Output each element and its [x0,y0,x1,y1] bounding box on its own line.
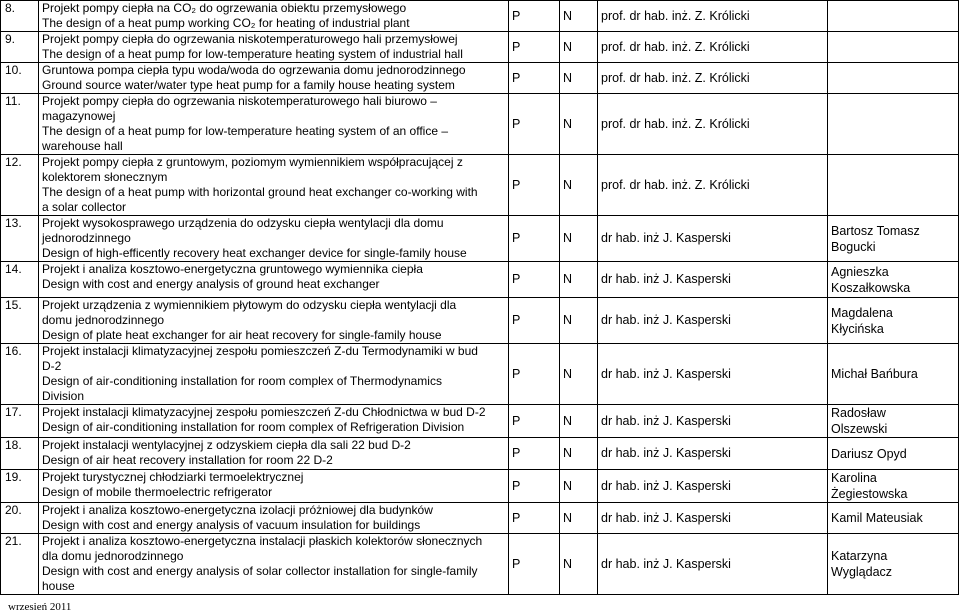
title-en-line: Design of high-efficently recovery heat exchanger device for single-family house [42,246,467,260]
supervisor: dr hab. inż J. Kasperski [598,470,828,503]
title-en-line: The design of a heat pump for low-temperature heating system of industrial hall [42,47,463,61]
project-type: P [509,344,560,405]
student-name-line: Agnieszka [831,264,889,279]
project-number: 11. [1,94,39,155]
project-row [1,63,959,94]
student [828,155,959,216]
study-form: N [560,534,598,595]
project-title [39,1,509,32]
student [828,262,959,298]
study-form: N [560,438,598,470]
title-pl-line: Projekt pompy ciepła na CO₂ do ogrzewania obiektu przemysłowego [42,1,407,15]
supervisor: dr hab. inż J. Kasperski [598,503,828,534]
project-number: 16. [1,344,39,405]
student-name-line: Bartosz Tomasz [831,223,920,238]
title-en-line: Design of plate heat exchanger for air heat recovery for single-family house [42,328,442,342]
student [828,503,959,534]
study-form: N [560,32,598,63]
project-number: 19. [1,470,39,503]
title-pl-line: Projekt pompy ciepła do ogrzewania niskotemperaturowego hali biurowo – [42,94,437,108]
supervisor: prof. dr hab. inż. Z. Królicki [598,63,828,94]
project-title [39,405,509,438]
project-row [1,298,959,344]
student-name-line: Kamil Mateusiak [831,511,923,525]
project-title [39,32,509,63]
supervisor: dr hab. inż J. Kasperski [598,298,828,344]
study-form: N [560,503,598,534]
title-pl-line: jednorodzinnego [42,231,131,245]
title-pl-line: Projekt i analiza kosztowo-energetyczna instalacji płaskich kolektorów słonecznych [42,534,483,548]
project-row [1,405,959,438]
title-pl-line: Projekt wysokosprawego urządzenia do odzysku ciepła wentylacji dla domu [42,216,444,230]
supervisor: dr hab. inż J. Kasperski [598,438,828,470]
project-number: 20. [1,503,39,534]
study-form: N [560,1,598,32]
student [828,298,959,344]
study-form: N [560,216,598,262]
project-row [1,155,959,216]
project-type: P [509,298,560,344]
project-row [1,94,959,155]
title-en-line: Design of air-conditioning installation for room complex of Thermodynamics [42,374,442,388]
title-pl-line: Projekt i analiza kosztowo-energetyczna izolacji próżniowej dla budynków [42,503,433,517]
title-pl-line: Projekt instalacji klimatyzacyjnej zespołu pomieszczeń Z-du Chłodnictwa w bud D-2 [42,405,486,419]
student [828,534,959,595]
title-en-line: Design with cost and energy analysis of vacuum insulation for buildings [42,518,421,532]
title-pl-line: kolektorem słonecznym [42,170,168,184]
student-name-line: Dariusz Opyd [831,446,907,461]
supervisor: prof. dr hab. inż. Z. Królicki [598,32,828,63]
student-name-line: Michał Bańbura [831,367,918,381]
study-form: N [560,63,598,94]
title-en-line: Design with cost and energy analysis of ground heat exchanger [42,277,380,291]
study-form: N [560,344,598,405]
project-number: 14. [1,262,39,298]
supervisor: dr hab. inż J. Kasperski [598,405,828,438]
title-en-line: The design of a heat pump for low-temperature heating system of an office – [42,124,449,138]
title-pl-line: Projekt urządzenia z wymiennikiem płytowym do odzysku ciepła wentylacji dla [42,298,457,312]
student-name-line: Wyglądacz [831,565,893,579]
project-row [1,470,959,503]
project-number: 18. [1,438,39,470]
project-number: 8. [1,1,39,32]
title-pl-line: Projekt i analiza kosztowo-energetyczna gruntowego wymiennika ciepła [42,262,423,276]
title-en-line: Ground source water/water type heat pump for a family house heating system [42,78,455,92]
student-name-line: Bogucki [831,239,876,254]
title-pl-line: D-2 [42,359,62,373]
project-number: 10. [1,63,39,94]
title-en-line: Design with cost and energy analysis of solar collector installation for single-family [42,564,478,578]
project-row [1,216,959,262]
student-name-line: Żegiestowska [831,487,908,501]
project-title [39,94,509,155]
project-title [39,534,509,595]
title-en-line: Design of mobile thermoelectric refrigerator [42,485,273,499]
supervisor: prof. dr hab. inż. Z. Królicki [598,94,828,155]
project-title [39,298,509,344]
project-number: 13. [1,216,39,262]
supervisor: dr hab. inż J. Kasperski [598,344,828,405]
student [828,405,959,438]
title-en-line: The design of a heat pump with horizontal ground heat exchanger co-working with [42,185,478,199]
project-number: 9. [1,32,39,63]
title-en-line: house [42,579,75,593]
project-number: 15. [1,298,39,344]
student-name-line: Katarzyna [831,549,888,563]
student [828,470,959,503]
project-type: P [509,63,560,94]
project-row [1,1,959,32]
footer-date: wrzesień 2011 [8,601,72,613]
supervisor: dr hab. inż J. Kasperski [598,262,828,298]
study-form: N [560,298,598,344]
project-row [1,32,959,63]
project-type: P [509,503,560,534]
supervisor: prof. dr hab. inż. Z. Królicki [598,1,828,32]
project-type: P [509,32,560,63]
title-pl-line: Projekt pompy ciepła z gruntowym, poziomym wymiennikiem współpracującej z [42,155,463,169]
project-row [1,344,959,405]
project-type: P [509,438,560,470]
student-name-line: Koszałkowska [831,280,911,295]
project-title [39,438,509,470]
title-en-line: warehouse hall [42,139,123,153]
study-form: N [560,470,598,503]
project-number: 17. [1,405,39,438]
project-row [1,438,959,470]
study-form: N [560,155,598,216]
title-pl-line: Gruntowa pompa ciepła typu woda/woda do ogrzewania domu jednorodzinnego [42,63,466,77]
supervisor: prof. dr hab. inż. Z. Królicki [598,155,828,216]
student-name-line: Radosław [831,406,886,420]
title-pl-line: Projekt pompy ciepła do ogrzewania niskotemperaturowego hali przemysłowej [42,32,458,46]
project-title [39,216,509,262]
project-row [1,503,959,534]
title-en-line: Division [42,389,85,403]
project-title [39,262,509,298]
student-name-line: Karolina [831,471,877,485]
student [828,63,959,94]
supervisor: dr hab. inż J. Kasperski [598,534,828,595]
project-type: P [509,1,560,32]
title-pl-line: Projekt instalacji wentylacyjnej z odzyskiem ciepła dla sali 22 bud D-2 [42,438,411,452]
student [828,216,959,262]
project-number: 21. [1,534,39,595]
title-en-line: a solar collector [42,200,127,214]
project-number: 12. [1,155,39,216]
project-title [39,344,509,405]
project-row [1,262,959,298]
student [828,94,959,155]
student [828,344,959,405]
study-form: N [560,405,598,438]
study-form: N [560,94,598,155]
project-title [39,503,509,534]
project-type: P [509,470,560,503]
title-pl-line: dla domu jednorodzinnego [42,549,184,563]
student-name-line: Olszewski [831,422,888,436]
project-type: P [509,405,560,438]
project-type: P [509,94,560,155]
student-name-line: Magdalena [831,305,893,320]
student [828,438,959,470]
title-en-line: Design of air-conditioning installation for room complex of Refrigeration Division [42,420,465,434]
project-type: P [509,262,560,298]
project-type: P [509,534,560,595]
study-form: N [560,262,598,298]
student [828,32,959,63]
title-pl-line: Projekt turystycznej chłodziarki termoelektrycznej [42,470,304,484]
supervisor: dr hab. inż J. Kasperski [598,216,828,262]
project-title [39,63,509,94]
student [828,1,959,32]
title-en-line: Design of air heat recovery installation for room 22 D-2 [42,453,333,467]
project-title [39,155,509,216]
project-row [1,534,959,595]
title-en-line: The design of a heat pump working CO₂ for heating of industrial plant [42,16,410,30]
title-pl-line: magazynowej [42,109,116,123]
student-name-line: Kłycińska [831,321,884,336]
project-type: P [509,216,560,262]
project-title [39,470,509,503]
project-type: P [509,155,560,216]
title-pl-line: domu jednorodzinnego [42,313,165,327]
title-pl-line: Projekt instalacji klimatyzacyjnej zespołu pomieszczeń Z-du Termodynamiki w bud [42,344,478,358]
